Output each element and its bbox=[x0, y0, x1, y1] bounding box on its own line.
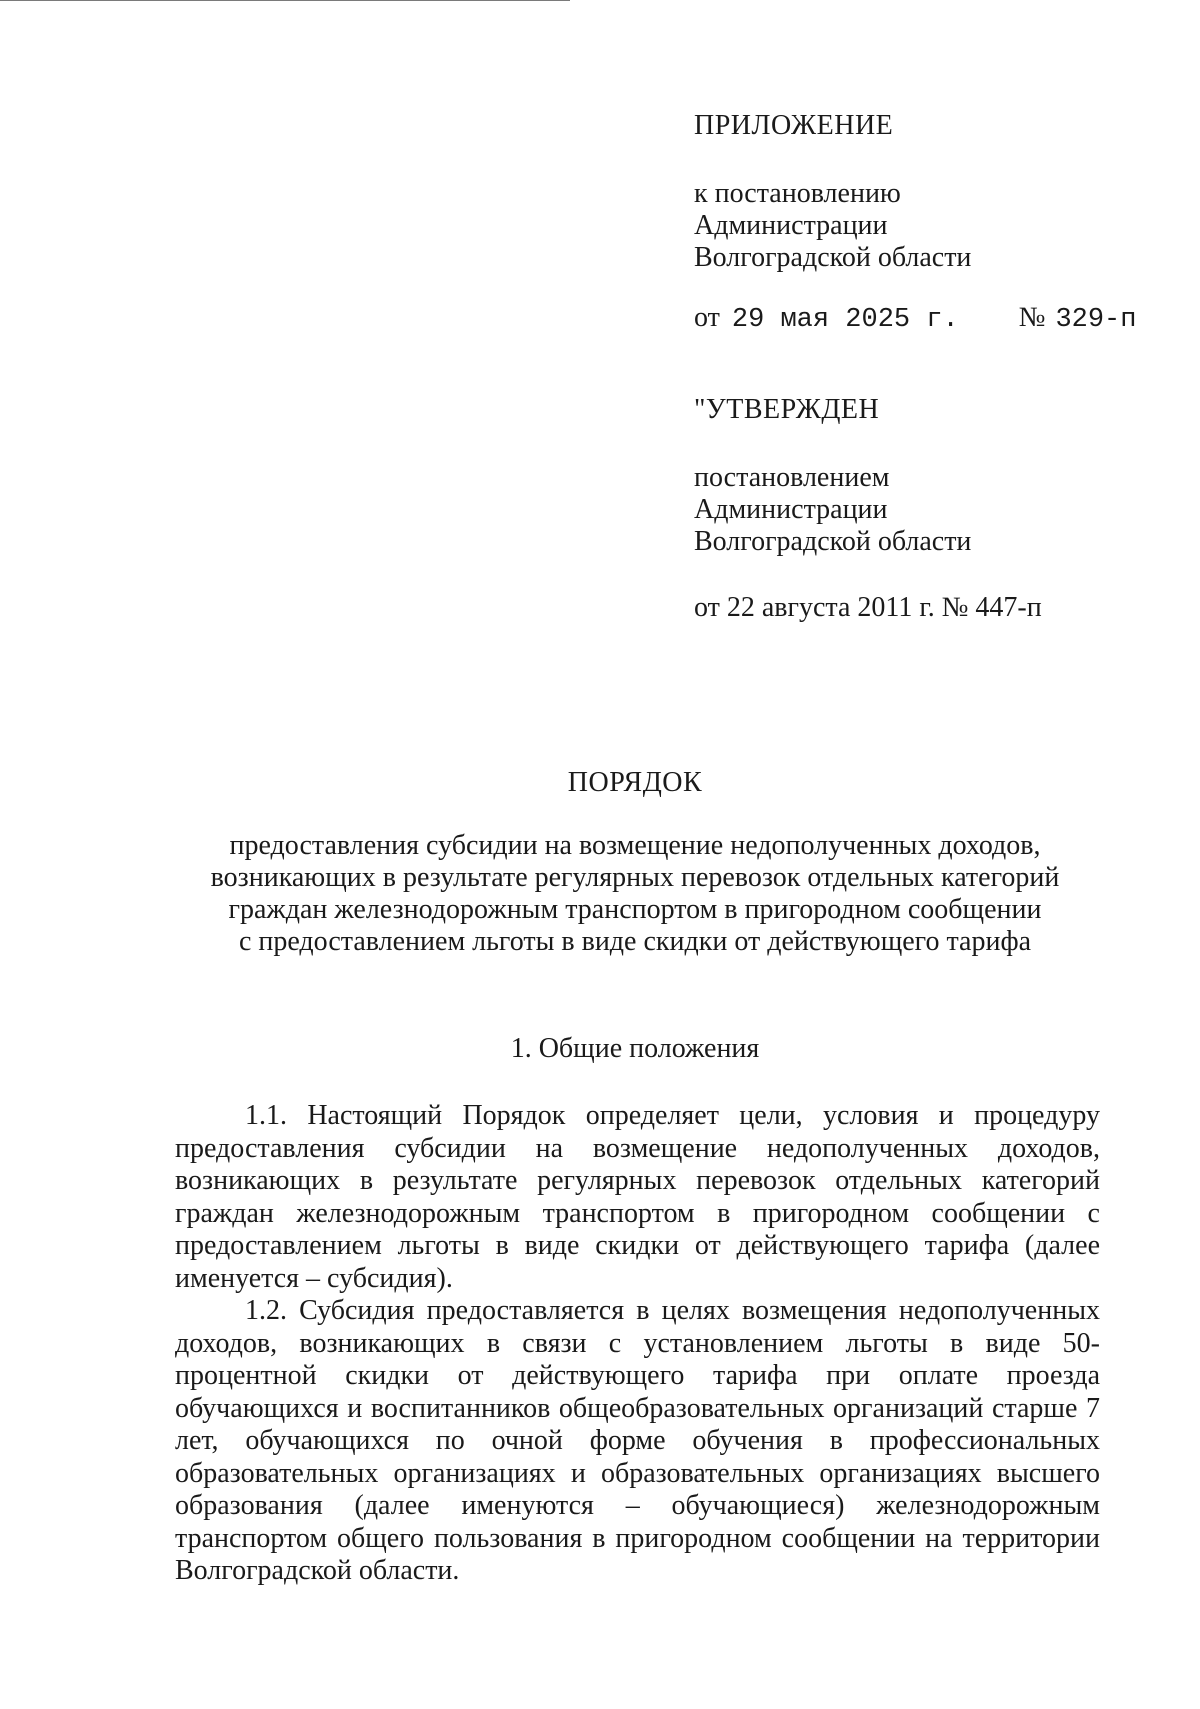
appendix-line: Администрации bbox=[694, 210, 888, 241]
appendix-date-value: 29 мая 2025 г. bbox=[731, 305, 959, 335]
approved-line: постановлением bbox=[694, 462, 890, 493]
appendix-number-value: 329-п bbox=[1055, 305, 1137, 335]
appendix-date-prefix: от bbox=[694, 302, 720, 333]
paragraph-1-2: 1.2. Субсидия предоставляется в целях возмещения недополученных доходов, возникающих в связи с установлением льготы в виде 50-процентной скидки от действующего тарифа при оплате проезда обучающихся и воспитанников общеобразовательных организаций старше 7 лет, обучающихся по очной форме обучения в профессиональных образовательных организациях и образовательных организациях высшего образования (далее именуются – обучающиеся) железнодорожным транспортом общего пользования в пригородном сообщении на территории Волгоградской области. bbox=[175, 1295, 1100, 1586]
subtitle-line: с предоставлением льготы в виде скидки от действующего тарифа bbox=[238, 926, 1032, 957]
document-body bbox=[175, 1100, 1100, 1588]
document-title: ПОРЯДОК bbox=[567, 767, 703, 798]
appendix-number-sign: № bbox=[1018, 302, 1046, 333]
appendix-line: Волгоградской области bbox=[694, 242, 972, 273]
approved-heading: "УТВЕРЖДЕН bbox=[694, 394, 880, 425]
subtitle-line: возникающих в результате регулярных перевозок отдельных категорий bbox=[210, 862, 1060, 893]
approved-date-line: от 22 августа 2011 г. № 447-п bbox=[694, 592, 1042, 623]
appendix-heading: ПРИЛОЖЕНИЕ bbox=[694, 110, 894, 141]
subtitle-line: предоставления субсидии на возмещение недополученных доходов, bbox=[229, 830, 1041, 861]
appendix-date-row bbox=[694, 302, 1154, 336]
subtitle-line: граждан железнодорожным транспортом в пригородном сообщении bbox=[228, 894, 1042, 925]
appendix-line: к постановлению bbox=[694, 178, 901, 209]
document-subtitle bbox=[175, 830, 1095, 958]
paragraph-1-1: 1.1. Настоящий Порядок определяет цели, условия и процедуру предоставления субсидии на возмещение недополученных доходов, возникающих в результате регулярных перевозок отдельных категорий граждан железнодорожным транспортом в пригородном сообщении с предоставлением льготы в виде скидки от действующего тарифа (далее именуется – субсидия). bbox=[175, 1100, 1100, 1294]
approved-line: Волгоградской области bbox=[694, 526, 972, 557]
section-heading: 1. Общие положения bbox=[510, 1033, 760, 1064]
scan-top-rule bbox=[0, 0, 570, 1]
approved-line: Администрации bbox=[694, 494, 888, 525]
header-block bbox=[694, 110, 1154, 624]
